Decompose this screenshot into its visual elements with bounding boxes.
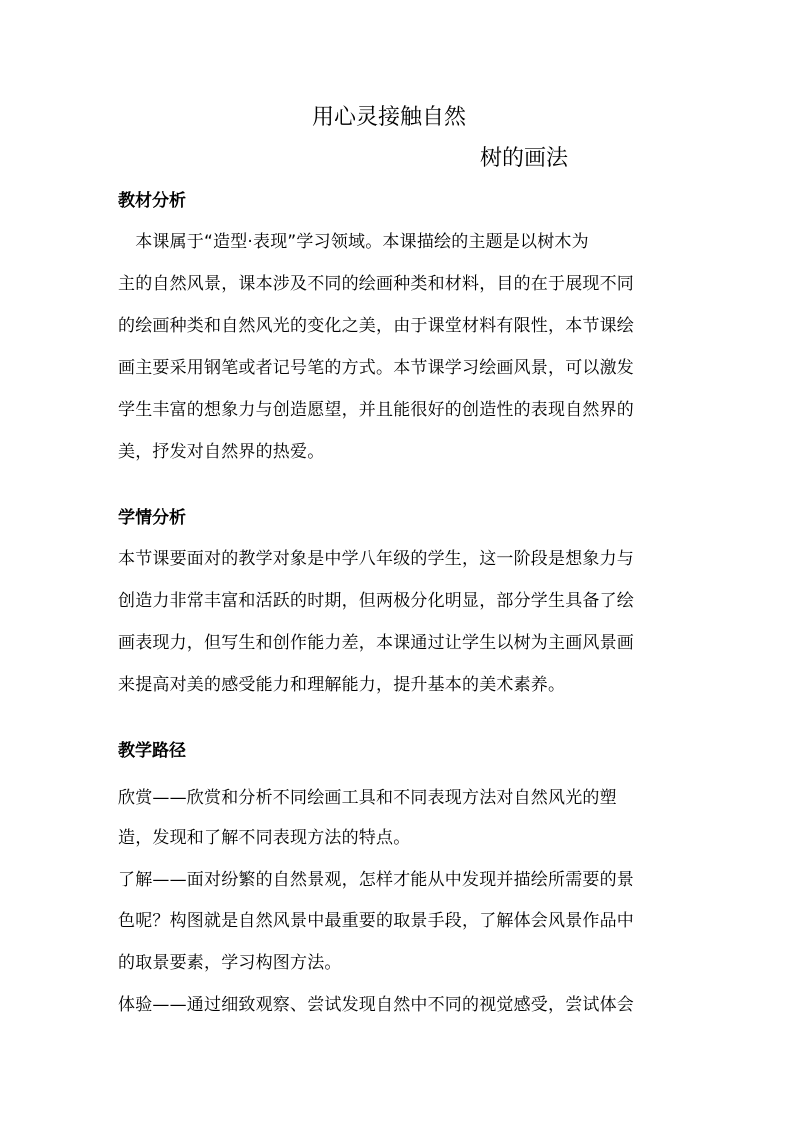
- paragraph-line: 学生丰富的想象力与创造愿望，并且能很好的创造性的表现自然界的: [118, 400, 634, 420]
- paragraph-line: 体验——通过细致观察、尝试发现自然中不同的视觉感受，尝试体会: [118, 995, 634, 1015]
- section-heading-teaching-path: 教学路径: [118, 741, 186, 761]
- paragraph-line: 美，抒发对自然界的热爱。: [118, 442, 325, 462]
- paragraph-line: 创造力非常丰富和活跃的时期，但两极分化明显，部分学生具备了绘: [118, 591, 634, 611]
- paragraph-line: 画主要采用钢笔或者记号笔的方式。本节课学习绘画风景，可以激发: [118, 358, 634, 378]
- paragraph-line: 画表现力，但写生和创作能力差，本课通过让学生以树为主画风景画: [118, 633, 634, 653]
- paragraph-line: 了解——面对纷繁的自然景观，怎样才能从中发现并描绘所需要的景: [118, 870, 634, 890]
- paragraph-line: 欣赏——欣赏和分析不同绘画工具和不同表现方法对自然风光的塑: [118, 788, 617, 808]
- paragraph-line: 造，发现和了解不同表现方法的特点。: [118, 828, 411, 848]
- section-heading-student-analysis: 学情分析: [118, 508, 186, 528]
- paragraph-line: 本课属于“造型·表现”学习领域。本课描绘的主题是以树木为: [118, 232, 589, 252]
- document-title: 用心灵接触自然: [312, 105, 467, 130]
- paragraph-line: 色呢？构图就是自然风景中最重要的取景手段，了解体会风景作品中: [118, 911, 634, 931]
- paragraph-line: 的绘画种类和自然风光的变化之美，由于课堂材料有限性，本节课绘: [118, 316, 634, 336]
- paragraph-line: 来提高对美的感受能力和理解能力，提升基本的美术素养。: [118, 675, 566, 695]
- paragraph-line: 的取景要素，学习构图方法。: [118, 953, 342, 973]
- paragraph-line: 本节课要面对的教学对象是中学八年级的学生，这一阶段是想象力与: [118, 549, 634, 569]
- paragraph-line: 主的自然风景，课本涉及不同的绘画种类和材料，目的在于展现不同: [118, 274, 634, 294]
- section-heading-textbook-analysis: 教材分析: [118, 191, 186, 211]
- document-subtitle: 树的画法: [480, 146, 569, 171]
